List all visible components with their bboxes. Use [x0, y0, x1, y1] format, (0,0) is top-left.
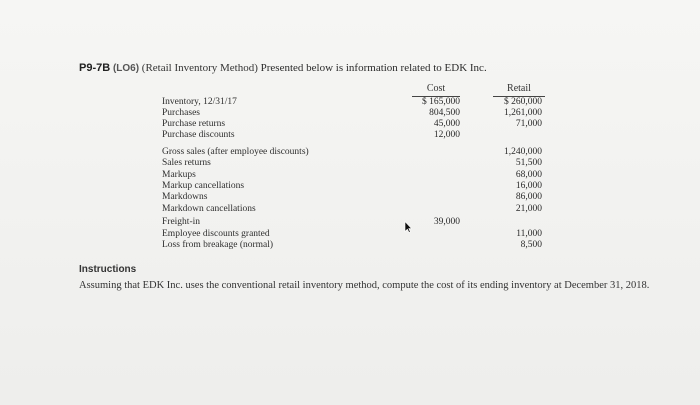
row-label: Sales returns — [162, 158, 211, 168]
row-cost: 45,000 — [433, 119, 460, 129]
row-label: Loss from breakage (normal) — [162, 240, 274, 250]
row-label: Inventory, 12/31/17 — [162, 97, 237, 107]
row-label: Markup cancellations — [162, 181, 245, 191]
table-row — [0, 229, 700, 240]
row-label: Purchases — [162, 108, 200, 118]
table-row — [0, 204, 700, 215]
instructions-title: Instructions — [79, 264, 137, 275]
row-retail: 11,000 — [516, 229, 542, 239]
row-cost: $ 165,000 — [422, 97, 460, 107]
row-cost: 804,500 — [429, 108, 460, 118]
row-retail: 86,000 — [515, 192, 542, 202]
problem-heading — [79, 62, 487, 74]
row-retail: 21,000 — [515, 204, 542, 214]
row-label: Gross sales (after employee discounts) — [162, 147, 309, 157]
problem-code: P9-7B — [79, 62, 111, 74]
table-row — [0, 108, 700, 119]
row-retail: $ 260,000 — [504, 97, 542, 107]
row-retail: 8,500 — [520, 240, 542, 250]
row-retail: 16,000 — [515, 181, 542, 191]
table-row — [0, 170, 700, 181]
mouse-pointer-icon — [404, 221, 412, 233]
row-label: Freight-in — [162, 217, 200, 227]
table-row — [0, 181, 700, 192]
table-row — [0, 147, 700, 158]
problem-intro: Presented below is information related to EDK Inc. — [260, 62, 487, 74]
table-row — [0, 119, 700, 130]
table-row — [0, 130, 700, 141]
table-row — [0, 192, 700, 203]
table-row — [0, 97, 700, 108]
row-label: Employee discounts granted — [162, 229, 270, 239]
row-label: Markdowns — [162, 192, 208, 202]
row-label: Markdown cancellations — [162, 204, 256, 214]
row-retail: 68,000 — [515, 170, 542, 180]
instructions-text: Assuming that EDK Inc. uses the conventional retail inventory method, compute the cost of its ending inventory at December 31, 2018. — [79, 280, 650, 291]
table-row — [0, 240, 700, 251]
table-row — [0, 158, 700, 169]
table-row — [0, 217, 700, 228]
row-retail: 71,000 — [515, 119, 542, 129]
row-cost: 39,000 — [433, 217, 460, 227]
retail-column-header: Retail — [493, 83, 545, 97]
row-label: Purchase returns — [162, 119, 226, 129]
problem-topic: (Retail Inventory Method) — [141, 62, 258, 74]
row-label: Markups — [162, 170, 196, 180]
row-label: Purchase discounts — [162, 130, 235, 140]
row-retail: 1,261,000 — [504, 108, 542, 118]
row-retail: 1,240,000 — [504, 147, 542, 157]
learning-objective: (LO6) — [112, 63, 140, 74]
row-retail: 51,500 — [515, 158, 542, 168]
cost-column-header: Cost — [412, 83, 460, 97]
row-cost: 12,000 — [433, 130, 460, 140]
